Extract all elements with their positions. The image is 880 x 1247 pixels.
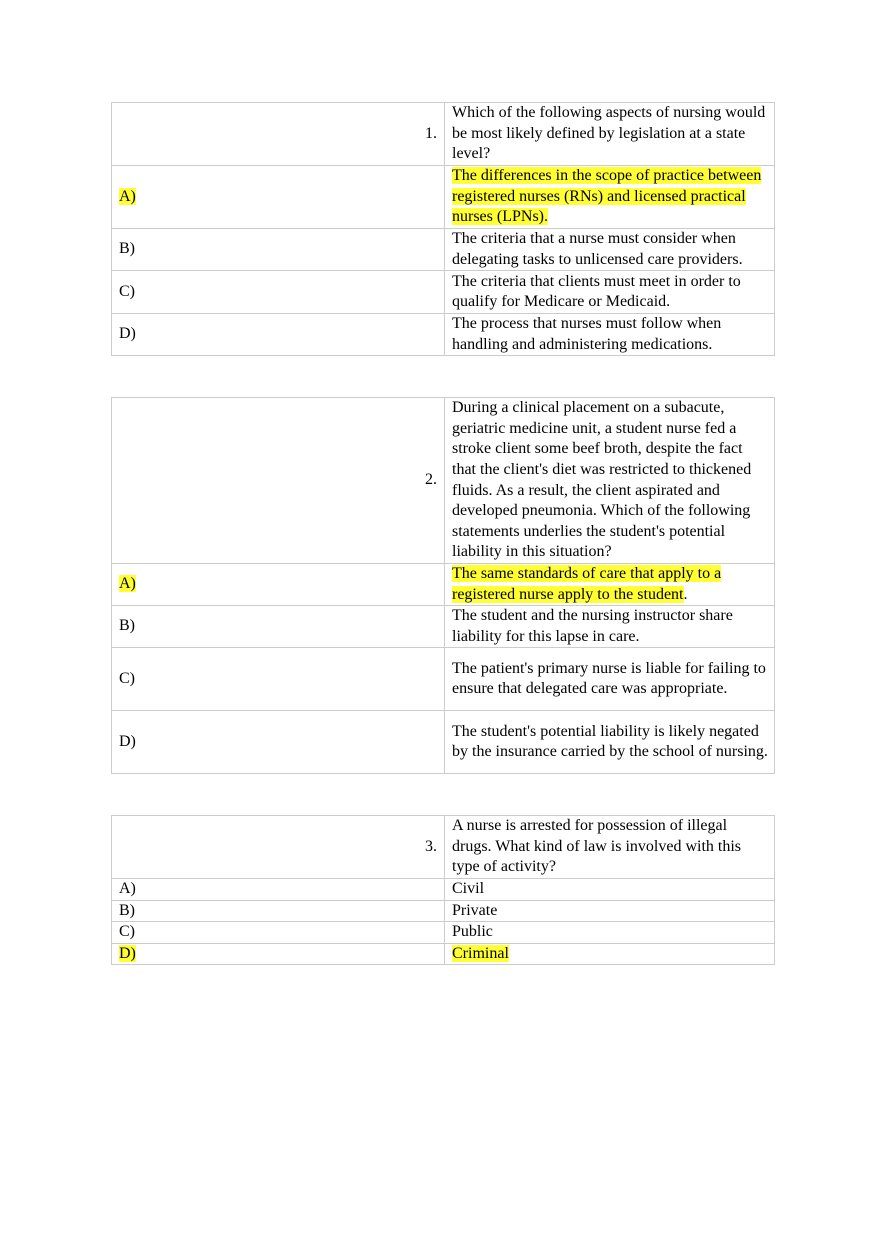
option-letter bbox=[112, 564, 445, 606]
option-text: The same standards of care that apply to a registered nurse apply to the student bbox=[452, 565, 722, 603]
option-text: The differences in the scope of practice between registered nurses (RNs) and licensed practical nurses (LPNs). bbox=[452, 167, 762, 226]
option-letter: B) bbox=[112, 229, 445, 271]
option-row-c bbox=[112, 648, 775, 711]
question-row bbox=[112, 398, 775, 564]
option-letter: C) bbox=[112, 648, 445, 711]
option-letter: C) bbox=[112, 922, 445, 944]
option-letter-text: D) bbox=[119, 944, 136, 962]
option-letter: A) bbox=[112, 879, 445, 901]
option-row-d bbox=[112, 943, 775, 965]
option-row-a bbox=[112, 879, 775, 901]
question-row bbox=[112, 816, 775, 879]
option-text-cell bbox=[445, 564, 775, 606]
question-stem: Which of the following aspects of nursing would be most likely defined by legislation at a state level? bbox=[445, 103, 775, 166]
option-letter bbox=[112, 943, 445, 965]
option-text: The patient's primary nurse is liable for failing to ensure that delegated care was appropriate. bbox=[445, 648, 775, 711]
option-text-suffix: . bbox=[683, 585, 688, 603]
option-row-d bbox=[112, 711, 775, 774]
option-letter: B) bbox=[112, 606, 445, 648]
option-row-b bbox=[112, 900, 775, 922]
option-row-d bbox=[112, 314, 775, 356]
option-letter bbox=[112, 166, 445, 229]
option-text: Public bbox=[445, 922, 775, 944]
option-text-cell bbox=[445, 943, 775, 965]
option-text-cell bbox=[445, 166, 775, 229]
option-row-b bbox=[112, 229, 775, 271]
question-row bbox=[112, 103, 775, 166]
question-stem: A nurse is arrested for possession of illegal drugs. What kind of law is involved with this type of activity? bbox=[445, 816, 775, 879]
question-2-table bbox=[111, 397, 775, 774]
question-1-table bbox=[111, 102, 775, 356]
option-letter: B) bbox=[112, 900, 445, 922]
option-letter: C) bbox=[112, 271, 445, 314]
option-row-b bbox=[112, 606, 775, 648]
question-number: 3. bbox=[112, 816, 445, 879]
question-3-table bbox=[111, 815, 775, 965]
option-text: The criteria that clients must meet in order to qualify for Medicare or Medicaid. bbox=[445, 271, 775, 314]
option-letter: D) bbox=[112, 711, 445, 774]
option-row-a bbox=[112, 564, 775, 606]
question-stem: During a clinical placement on a subacute, geriatric medicine unit, a student nurse fed a stroke client some beef broth, despite the fact that the client's diet was restricted to thickened fluids. As a result, the client aspirated and developed pneumonia. Which of the following statements underlies the student's potential liability in this situation? bbox=[445, 398, 775, 564]
option-text: The process that nurses must follow when handling and administering medications. bbox=[445, 314, 775, 356]
option-row-c bbox=[112, 922, 775, 944]
option-text: Civil bbox=[445, 879, 775, 901]
option-letter-text: A) bbox=[119, 575, 136, 593]
option-text: Criminal bbox=[452, 944, 509, 962]
option-row-a bbox=[112, 166, 775, 229]
option-text: The criteria that a nurse must consider when delegating tasks to unlicensed care providers. bbox=[445, 229, 775, 271]
option-letter: D) bbox=[112, 314, 445, 356]
option-letter-text: A) bbox=[119, 187, 136, 205]
question-number: 2. bbox=[112, 398, 445, 564]
question-number: 1. bbox=[112, 103, 445, 166]
option-text: Private bbox=[445, 900, 775, 922]
option-text: The student's potential liability is likely negated by the insurance carried by the school of nursing. bbox=[445, 711, 775, 774]
option-row-c bbox=[112, 271, 775, 314]
option-text: The student and the nursing instructor share liability for this lapse in care. bbox=[445, 606, 775, 648]
